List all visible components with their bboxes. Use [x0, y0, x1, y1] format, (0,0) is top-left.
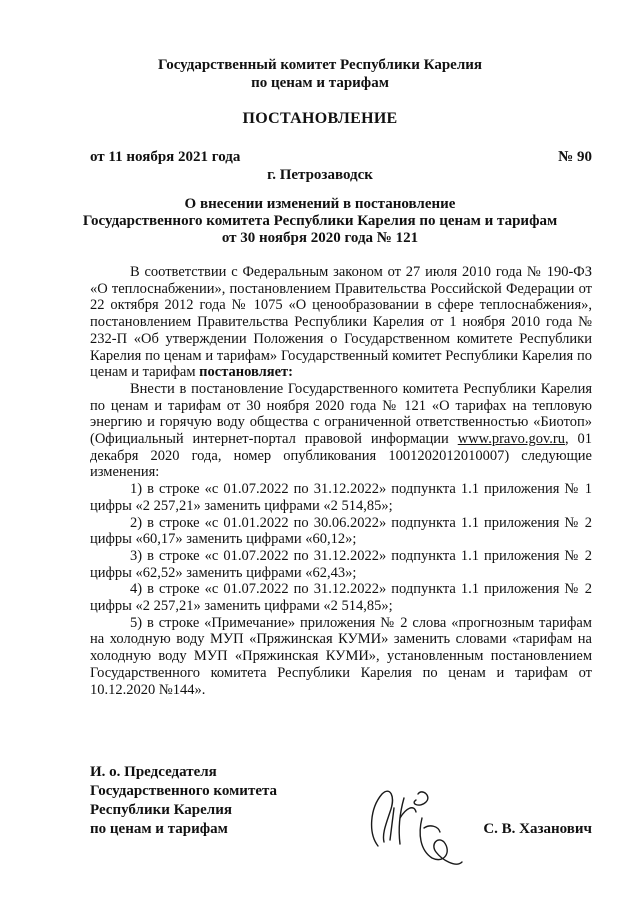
- signer-title: [90, 763, 277, 839]
- amendment-item-1: 1) в строке «с 01.07.2022 по 31.12.2022» подпункта 1.1 приложения № 1 цифры «2 257,21» заменить цифрами «2 514,85»;: [90, 481, 592, 514]
- document-date: от 11 ноября 2021 года: [90, 149, 241, 165]
- signature-strokes: [372, 791, 462, 864]
- signer-title-line-3: Республики Карелия: [90, 802, 232, 818]
- signer-title-line-2: Государственного комитета: [90, 783, 278, 799]
- preamble-text: В соответствии с Федеральным законом от 27 июля 2010 года № 190-ФЗ «О теплоснабжении», постановлением Правительства Российской Федерации от 22 октября 2012 года № 1075 «О ценообразовании в сфере теплоснабжения», постановлением Правительства Республики Карелия от 1 ноября 2010 года № 232-П «Об утверждении Положения о Государственном комитете Республики Карелия по ценам и тарифам» Государственный комитет Республики Карелия по ценам и тарифам: [90, 264, 592, 381]
- intro-paragraph: [90, 381, 592, 481]
- pravo-portal-link[interactable]: www.pravo.gov.ru: [457, 431, 565, 448]
- authority-line-1: Государственный комитет Республики Карелия: [158, 57, 482, 73]
- signer-title-line-4: по ценам и тарифам: [90, 821, 228, 837]
- resolves-word: постановляет:: [199, 364, 294, 381]
- issuing-authority: [0, 56, 640, 92]
- intro-text-part-1: Внести в постановление Государственного комитета Республики Карелия по ценам и тарифам от 30 ноября 2020 года № 121 «О тарифах на тепловую энергию и горячую воду общества с ограниченной ответственностью «Биотоп» (Официальный интернет-портал правовой информации: [90, 380, 592, 448]
- document-body: [90, 264, 592, 698]
- intro-text-part-2: , 01 декабря 2020 года, номер опубликования 1001202012010007) следующие изменения:: [90, 431, 593, 481]
- amendment-item-5: 5) в строке «Примечание» приложения № 2 слова «прогнозным тарифам на холодную воду МУП «Пряжинская КУМИ» заменить словами «тарифам на холодную воду МУП «Пряжинская КУМИ», установленным постановлением Государственного комитета Республики Карелия по ценам и тарифам от 10.12.2020 №144».: [90, 614, 592, 698]
- authority-line-2: по ценам и тарифам: [251, 75, 389, 91]
- signer-title-line-1: И. о. Председателя: [90, 764, 217, 780]
- subject-line-2: Государственного комитета Республики Карелия по ценам и тарифам: [82, 213, 558, 229]
- preamble-paragraph: [90, 264, 592, 381]
- subject-line-1: О внесении изменений в постановление: [184, 196, 456, 212]
- signer-name: С. В. Хазанович: [483, 821, 592, 837]
- document-subject: [0, 196, 640, 247]
- handwritten-signature-icon: [360, 778, 480, 878]
- document-number: № 90: [558, 149, 592, 165]
- document-type: ПОСТАНОВЛЕНИЕ: [242, 110, 398, 127]
- amendment-item-3: 3) в строке «с 01.07.2022 по 31.12.2022» подпункта 1.1 приложения № 2 цифры «62,52» заменить цифрами «62,43»;: [90, 547, 592, 581]
- subject-line-3: от 30 ноября 2020 года № 121: [221, 230, 419, 246]
- document-city: г. Петрозаводск: [267, 167, 373, 183]
- amendment-item-4: 4) в строке «с 01.07.2022 по 31.12.2022» подпункта 1.1 приложения № 2 цифры «2 257,21» заменить цифрами «2 514,85»;: [90, 581, 592, 615]
- amendment-item-2: 2) в строке «с 01.01.2022 по 30.06.2022» подпункта 1.1 приложения № 2 цифры «60,17» заменить цифрами «60,12»;: [90, 514, 592, 548]
